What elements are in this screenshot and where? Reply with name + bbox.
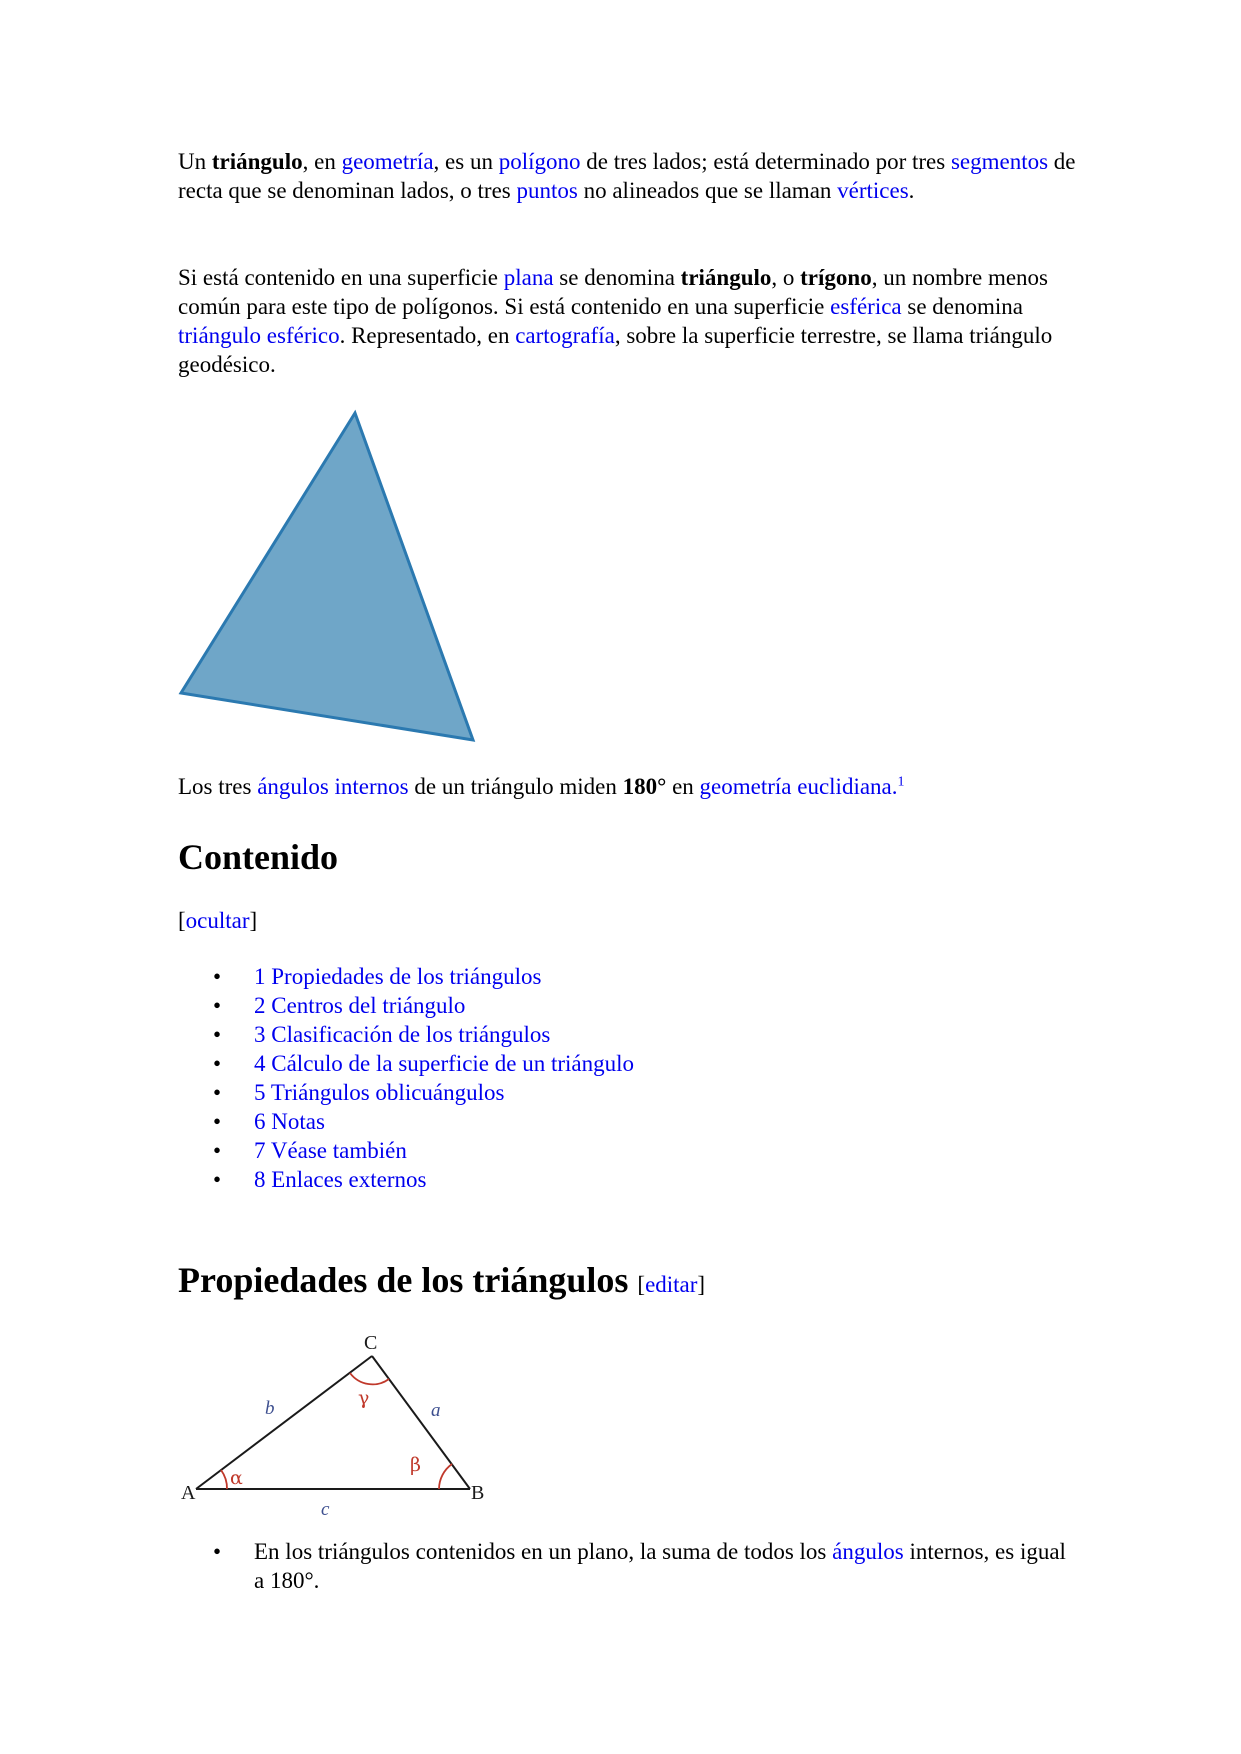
link-vertices[interactable]: vértices: [837, 178, 909, 203]
angle-beta-label: β: [410, 1454, 421, 1476]
link-plana[interactable]: plana: [503, 265, 554, 290]
side-b-label: b: [265, 1398, 275, 1419]
link-poligono[interactable]: polígono: [498, 149, 581, 174]
toc-link-notas[interactable]: 6 Notas: [254, 1109, 325, 1134]
side-a-line: [372, 1356, 470, 1489]
toc-item: [178, 1136, 634, 1165]
toc-heading: Contenido: [178, 837, 339, 877]
vertex-b-label: B: [471, 1482, 485, 1504]
toc-list: [178, 962, 634, 1194]
link-angulos[interactable]: ángulos: [832, 1539, 904, 1564]
link-cartografia[interactable]: cartografía: [515, 323, 615, 348]
triangle-abc-diagram: [178, 1325, 488, 1520]
vertex-c-label: C: [364, 1332, 378, 1354]
toc-link-oblicuangulos[interactable]: 5 Triángulos oblicuángulos: [254, 1080, 505, 1105]
toc-link-centros[interactable]: 2 Centros del triángulo: [254, 993, 466, 1018]
term-triangulo: triángulo: [211, 149, 303, 174]
toc-item: [178, 1078, 634, 1107]
link-geometria[interactable]: geometría: [341, 149, 434, 174]
figure-caption: Los tres ángulos internos de un triángulo miden 180° en geometría euclidiana.$^1$: [178, 774, 905, 799]
side-a-label: a: [431, 1400, 441, 1421]
triangle-figure: [178, 405, 478, 745]
intro-paragraph-2: Si está contenido en una superficie plana se denomina triángulo, o trígono, un nombre menos común para este tipo de polígonos. Si está contenido en una superficie esférica se denomina triángulo esférico. Representado, en cartografía, sobre la superficie terrestre, se llama triángulo geodésico.: [178, 265, 1053, 377]
properties-list: [178, 1537, 1078, 1595]
side-c-label: c: [321, 1499, 330, 1520]
angle-alpha-arc: [221, 1470, 227, 1489]
toc-item: [178, 1049, 634, 1078]
link-segmentos[interactable]: segmentos: [950, 149, 1049, 174]
toc-item: [178, 962, 634, 991]
angle-alpha-label: α: [230, 1467, 243, 1489]
side-b-line: [196, 1356, 372, 1489]
intro-paragraph-1: Un triángulo, en geometría, es un polígono de tres lados; está determinado por tres segmentos de recta que se denominan lados, o tres puntos no alineados que se llaman vértices.: [178, 149, 1076, 203]
angle-beta-arc: [439, 1464, 452, 1489]
toc-link-propiedades[interactable]: 1 Propiedades de los triángulos: [254, 964, 542, 989]
toc-link-superficie[interactable]: 4 Cálculo de la superficie de un triángulo: [254, 1051, 635, 1076]
vertex-a-label: A: [181, 1482, 196, 1504]
toc-link-enlaces[interactable]: 8 Enlaces externos: [254, 1167, 427, 1192]
edit-section: [editar]: [637, 1272, 706, 1297]
toc-link-vease[interactable]: 7 Véase también: [254, 1138, 407, 1163]
link-esferica[interactable]: esférica: [830, 294, 902, 319]
link-geometria-euclidiana[interactable]: geometría euclidiana.: [699, 774, 898, 799]
toc-item: [178, 991, 634, 1020]
toc-toggle: [ocultar]: [178, 908, 258, 933]
edit-link[interactable]: editar: [645, 1272, 698, 1297]
triangle-shape: [181, 413, 473, 740]
term-triangulo: triángulo: [680, 265, 772, 290]
angle-gamma-arc: [350, 1373, 389, 1384]
footnote-ref-1[interactable]: 1: [897, 774, 905, 790]
link-puntos[interactable]: puntos: [516, 178, 578, 203]
toc-link-clasificacion[interactable]: 3 Clasificación de los triángulos: [254, 1022, 551, 1047]
toc-hide-link[interactable]: ocultar: [185, 908, 250, 933]
angle-gamma-label: γ: [358, 1387, 370, 1409]
list-item: • En los triángulos contenidos en un plano, la suma de todos los ángulos internos, es igual a 180°.: [178, 1537, 1078, 1595]
toc-item: [178, 1165, 634, 1194]
section-heading-propiedades: Propiedades de los triángulos [editar]: [178, 1260, 706, 1300]
term-trigono: trígono: [800, 265, 872, 290]
link-angulos-internos[interactable]: ángulos internos: [257, 774, 409, 799]
toc-item: [178, 1107, 634, 1136]
link-triangulo-esferico[interactable]: triángulo esférico: [178, 323, 340, 348]
value-180: 180°: [622, 774, 667, 799]
toc-item: [178, 1020, 634, 1049]
